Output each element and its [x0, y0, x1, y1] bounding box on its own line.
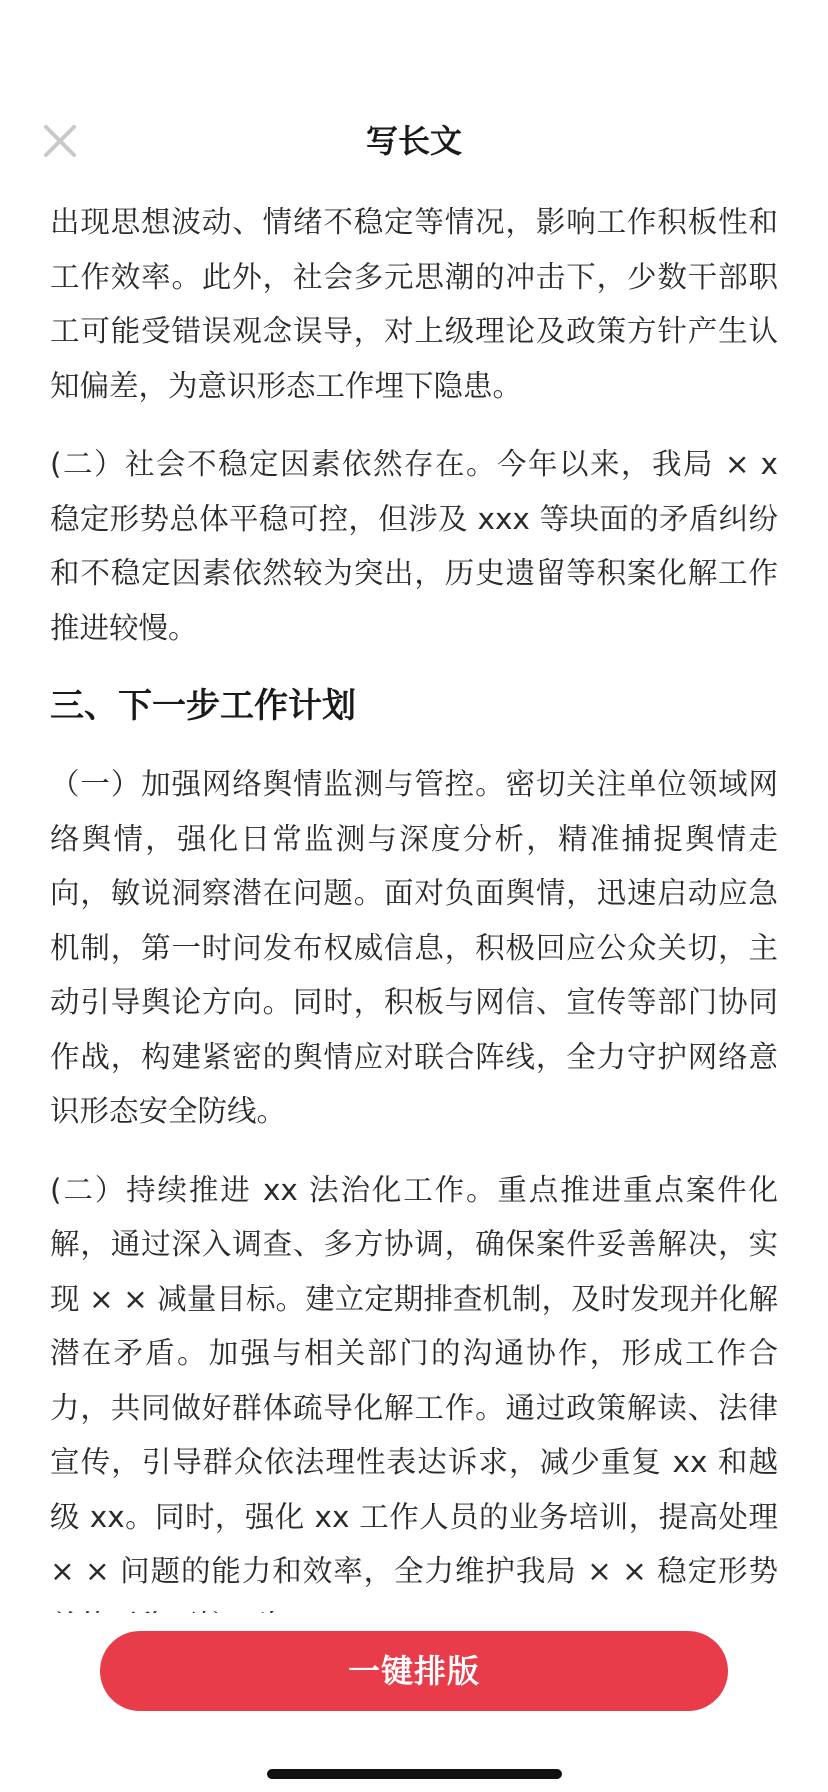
paragraph-1: 出现思想波动、情绪不稳定等情况，影响工作积板性和工作效率。此外，社会多元思潮的冲击下，少数干部职工可能受错误观念误导，对上级理论及政策方针产生认知偏差，为意识形态工作埋下隐患。 — [50, 205, 778, 403]
article-content[interactable] — [50, 195, 778, 1613]
home-indicator — [267, 1769, 562, 1779]
section-heading: 三、下一步工作计划 — [50, 686, 356, 726]
paragraph-3: （一）加强网络舆情监测与管控。密切关注单位领域网络舆情，强化日常监测与深度分析，精准捕捉舆情走向，敏说洞察潜在问题。面对负面舆情，迅速启动应急机制，第一时问发布权威信息，积极回应公众关切，主动引导舆论方向。同时，积板与网信、宣传等部门协同作战，构建紧密的舆情应对联合阵线，全力守护网络意识形态安全防线。 — [50, 767, 778, 1128]
paragraph-4: (二）持续推进 xx 法治化工作。重点推进重点案件化解，通过深入调查、多方协调，确保案件妥善解决，实现 × × 减量目标。建立定期排查机制，及时发现并化解潜在矛盾。加强与相关部门的沟通协作，形成工作合力，共同做好群体疏导化解工作。通过政策解读、法律宣传，引导群众依法理性表达诉求，减少重复 xx 和越级 xx。同时，强化 xx 工作人员的业务培训，提高处理 × × 问题的能力和效率，全力维护我局 × × 稳定形势 — [50, 1172, 778, 1588]
bottom-bar — [0, 1613, 828, 1792]
header — [0, 105, 828, 175]
page-title: 写长文 — [365, 122, 462, 160]
paragraph-2: (二）社会不稳定因素依然存在。今年以来，我局 × x 稳定形势总体平稳可控，但涉及 xxx 等块面的矛盾纠纷和不稳定因素依然较为突出，历史遗留等积案化解工作推进较慢。 — [50, 447, 778, 645]
one-click-format-button[interactable]: 一键排版 — [100, 1631, 728, 1711]
